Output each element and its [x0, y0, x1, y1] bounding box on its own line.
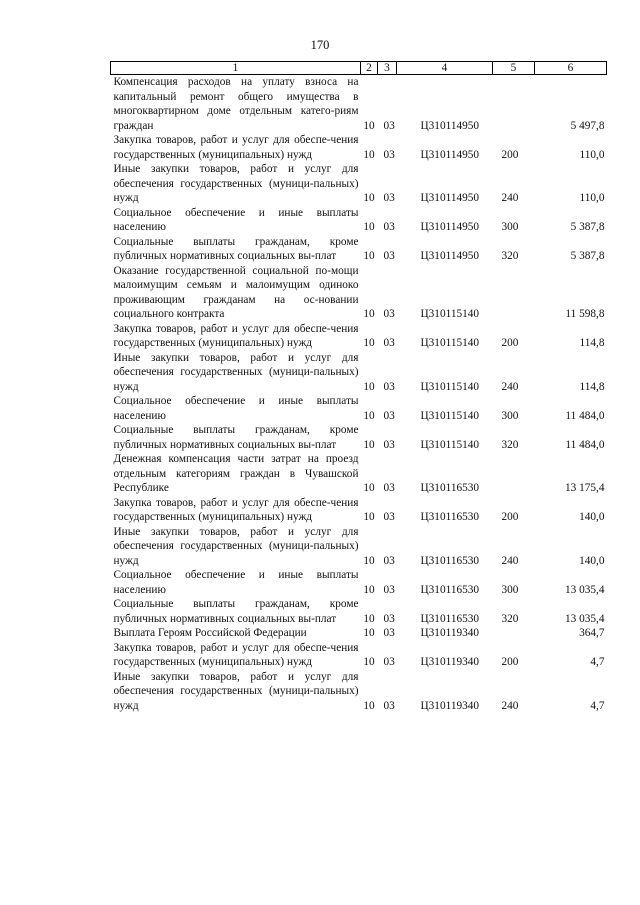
- row-section: 10: [363, 337, 375, 349]
- row-section: 10: [363, 699, 375, 712]
- row-target-article: Ц310115140: [420, 308, 480, 320]
- row-expense-type: 240: [501, 554, 519, 567]
- row-subsection: 03: [383, 699, 395, 712]
- row-name: Социальное обеспечение и иные выплаты населению: [113, 569, 359, 596]
- row-target-article: Ц310114950: [420, 192, 480, 204]
- row-name: Социальное обеспечение и иные выплаты населению: [113, 395, 359, 422]
- table-row: [111, 641, 607, 670]
- header-col-section: 2: [361, 62, 378, 75]
- table-header: [111, 62, 607, 75]
- row-expense-type: [493, 75, 535, 134]
- row-target-article: Ц310116530: [420, 583, 480, 596]
- row-amount: 11 484,0: [565, 438, 605, 451]
- row-subsection: 03: [383, 380, 395, 393]
- row-target-article: Ц310116530: [420, 511, 480, 523]
- header-col-target-article: 4: [397, 62, 493, 75]
- row-target-article: Ц310116530: [420, 482, 480, 494]
- row-subsection: 03: [383, 482, 395, 494]
- row-subsection: 03: [383, 612, 395, 625]
- row-expense-type: [493, 264, 535, 322]
- row-name: Иные закупки товаров, работ и услуг для обеспечения государственных (муници-пальных) нужд: [113, 525, 359, 567]
- row-section: 10: [363, 380, 375, 393]
- row-subsection: 03: [383, 337, 395, 349]
- row-section: 10: [363, 583, 375, 596]
- row-target-article: Ц310115140: [420, 409, 480, 422]
- header-col-expense-type: 5: [493, 62, 535, 75]
- row-amount: 110,0: [579, 148, 605, 161]
- header-col-amount: 6: [535, 62, 607, 75]
- row-name: Компенсация расходов на уплату взноса на капитальный ремонт общего имущества в многоквартирном доме отдельным катего-риям граждан: [113, 76, 359, 132]
- row-subsection: 03: [383, 438, 395, 451]
- table-row: [111, 264, 607, 322]
- row-name: Выплата Героям Российской Федерации: [113, 627, 307, 639]
- row-name: Закупка товаров, работ и услуг для обеспе-чения государственных (муниципальных) нужд: [113, 134, 359, 161]
- row-subsection: 03: [383, 119, 395, 132]
- row-name: Закупка товаров, работ и услуг для обеспе-чения государственных (муниципальных) нужд: [113, 322, 359, 349]
- row-amount: 140,0: [579, 554, 605, 567]
- row-target-article: Ц310116530: [420, 612, 480, 625]
- row-name: Социальные выплаты гражданам, кроме публичных нормативных социальных вы-плат: [113, 235, 359, 262]
- row-section: 10: [363, 250, 375, 262]
- row-target-article: Ц310115140: [420, 380, 480, 393]
- table-row: [111, 394, 607, 423]
- row-amount: 13 035,4: [564, 612, 605, 625]
- table-row: [111, 351, 607, 395]
- row-subsection: 03: [383, 627, 395, 639]
- row-name: Социальные выплаты гражданам, кроме публичных нормативных социальных вы-плат: [113, 424, 359, 451]
- row-expense-type: [493, 452, 535, 496]
- row-name: Иные закупки товаров, работ и услуг для обеспечения государственных (муници-пальных) нужд: [113, 163, 359, 204]
- table-row: [111, 133, 607, 162]
- row-amount: 13 035,4: [564, 583, 605, 596]
- row-expense-type: 300: [501, 409, 519, 422]
- row-subsection: 03: [383, 554, 395, 567]
- row-subsection: 03: [383, 192, 395, 204]
- table-row: [111, 162, 607, 206]
- header-col-name: 1: [111, 62, 361, 75]
- row-expense-type: 320: [501, 250, 519, 262]
- table-row: [111, 670, 607, 714]
- row-section: 10: [363, 554, 375, 567]
- row-section: 10: [363, 308, 375, 320]
- row-name: Иные закупки товаров, работ и услуг для обеспечения государственных (муници-пальных) нужд: [113, 670, 359, 712]
- row-amount: 5 387,8: [570, 221, 605, 233]
- row-amount: 5 497,8: [570, 119, 605, 132]
- row-section: 10: [363, 221, 375, 233]
- row-expense-type: 240: [501, 699, 519, 712]
- row-amount: 364,7: [579, 627, 605, 639]
- page-number: 170: [310, 38, 330, 52]
- table-row: [111, 75, 607, 134]
- row-target-article: Ц310114950: [420, 221, 480, 233]
- row-section: 10: [363, 482, 375, 494]
- row-target-article: Ц310119340: [420, 656, 480, 668]
- row-section: 10: [363, 438, 375, 451]
- row-name: Денежная компенсация части затрат на проезд отдельным категориям граждан в Чувашской Республике: [113, 453, 359, 494]
- row-section: 10: [363, 627, 375, 639]
- row-section: 10: [363, 119, 375, 132]
- row-subsection: 03: [383, 583, 395, 596]
- row-section: 10: [363, 511, 375, 523]
- row-target-article: Ц310115140: [420, 438, 480, 451]
- table-row: [111, 322, 607, 351]
- row-amount: 11 484,0: [565, 409, 605, 422]
- table-row: [111, 568, 607, 597]
- table-body: [111, 75, 607, 714]
- row-target-article: Ц310114950: [420, 148, 480, 161]
- row-name: Оказание государственной социальной по-мощи малоимущим семьям и малоимущим одиноко проживающим гражданам на ос-новании социального контракта: [113, 264, 359, 320]
- row-expense-type: 320: [501, 438, 519, 451]
- row-expense-type: 240: [501, 380, 519, 393]
- row-amount: 4,7: [590, 699, 605, 712]
- row-target-article: Ц310119340: [420, 627, 480, 639]
- row-section: 10: [363, 612, 375, 625]
- row-target-article: Ц310119340: [420, 699, 480, 712]
- table-row: [111, 235, 607, 264]
- row-expense-type: 200: [501, 337, 519, 349]
- row-amount: 140,0: [579, 511, 605, 523]
- row-expense-type: 320: [501, 612, 519, 625]
- header-col-subsection: 3: [378, 62, 397, 75]
- row-section: 10: [363, 148, 375, 161]
- row-amount: 13 175,4: [564, 482, 605, 494]
- row-subsection: 03: [383, 409, 395, 422]
- table-row: [111, 206, 607, 235]
- table-row: [111, 626, 607, 641]
- header-row: [111, 62, 607, 75]
- row-target-article: Ц310114950: [420, 119, 480, 132]
- row-subsection: 03: [383, 656, 395, 668]
- row-target-article: Ц310115140: [420, 337, 480, 349]
- row-amount: 114,8: [579, 337, 605, 349]
- row-section: 10: [363, 656, 375, 668]
- row-expense-type: 200: [501, 511, 519, 523]
- row-amount: 4,7: [590, 656, 605, 668]
- row-expense-type: 200: [501, 148, 519, 161]
- row-amount: 114,8: [579, 380, 605, 393]
- row-name: Закупка товаров, работ и услуг для обеспе-чения государственных (муниципальных) нужд: [113, 641, 359, 668]
- table-row: [111, 597, 607, 626]
- row-amount: 5 387,8: [570, 250, 605, 262]
- row-expense-type: 240: [501, 192, 519, 204]
- row-target-article: Ц310116530: [420, 554, 480, 567]
- row-subsection: 03: [383, 221, 395, 233]
- row-target-article: Ц310114950: [420, 250, 480, 262]
- row-name: Социальные выплаты гражданам, кроме публичных нормативных социальных вы-плат: [113, 598, 359, 625]
- row-amount: 11 598,8: [565, 308, 605, 320]
- row-section: 10: [363, 192, 375, 204]
- row-subsection: 03: [383, 250, 395, 262]
- row-expense-type: 300: [501, 583, 519, 596]
- row-expense-type: 300: [501, 221, 519, 233]
- row-subsection: 03: [383, 308, 395, 320]
- row-section: 10: [363, 409, 375, 422]
- budget-table: [110, 61, 607, 713]
- table-row: [111, 423, 607, 452]
- table-row: [111, 496, 607, 525]
- row-amount: 110,0: [579, 192, 605, 204]
- row-expense-type: 200: [501, 656, 519, 668]
- row-name: Иные закупки товаров, работ и услуг для обеспечения государственных (муници-пальных) нужд: [113, 351, 359, 393]
- table-row: [111, 525, 607, 569]
- table-row: [111, 452, 607, 496]
- row-name: Закупка товаров, работ и услуг для обеспе-чения государственных (муниципальных) нужд: [113, 496, 359, 523]
- row-subsection: 03: [383, 511, 395, 523]
- row-expense-type: [493, 626, 535, 641]
- row-subsection: 03: [383, 148, 395, 161]
- row-name: Социальное обеспечение и иные выплаты населению: [113, 206, 359, 233]
